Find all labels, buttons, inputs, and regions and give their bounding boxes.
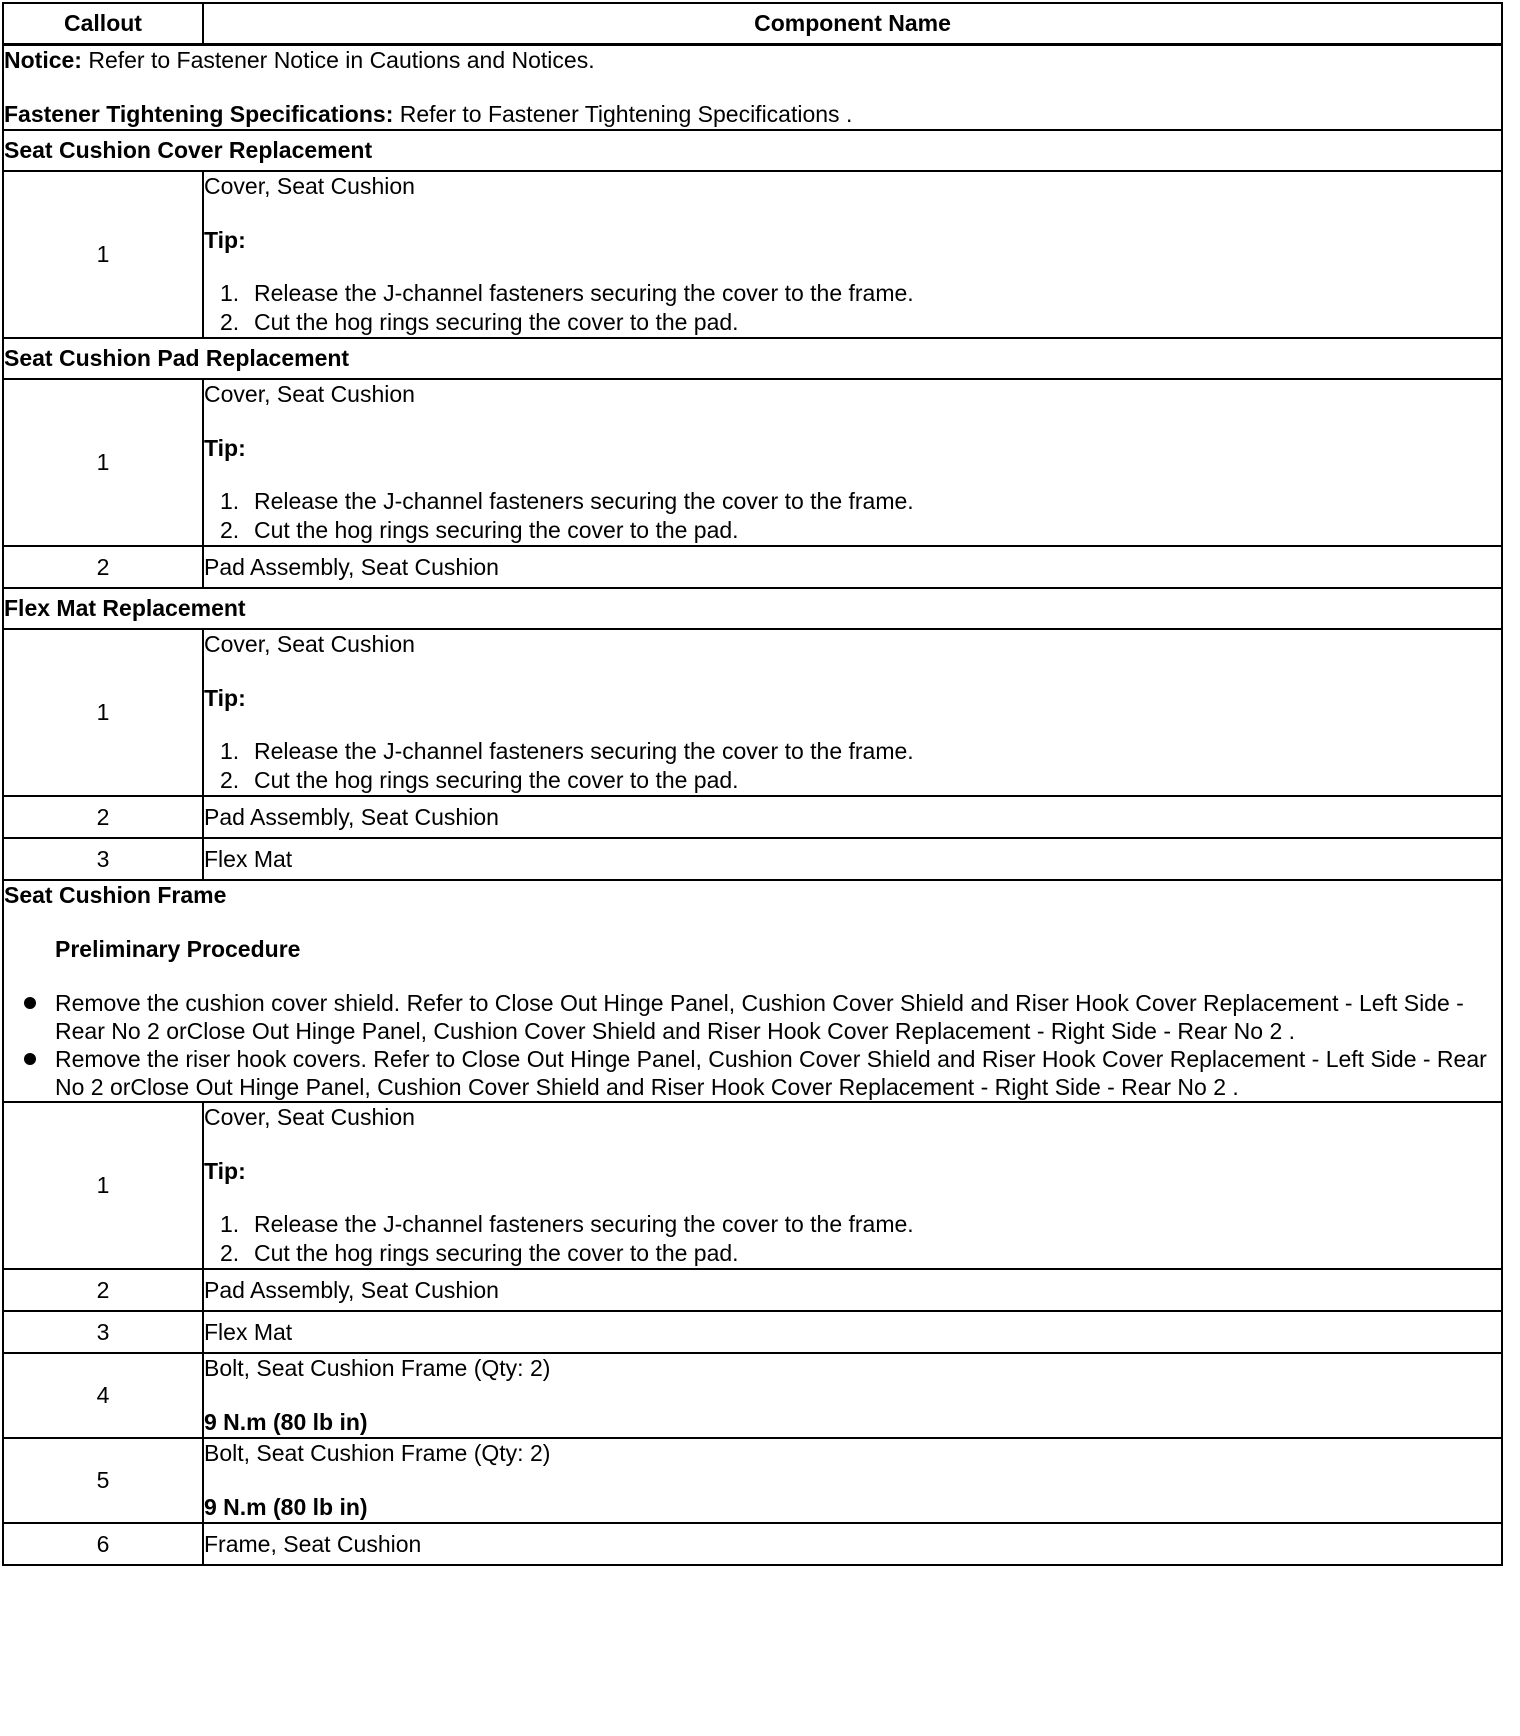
table-row (3, 546, 1502, 588)
section-row (3, 880, 1502, 1102)
tip-step (204, 516, 1501, 545)
callout-cell: 1 (3, 1102, 203, 1269)
torque-spec: 9 N.m (80 lb in) (204, 1409, 368, 1435)
component-name: Flex Mat (203, 1311, 1502, 1353)
preliminary-procedure-title: Preliminary Procedure (55, 936, 301, 962)
step-number: 2. (220, 309, 240, 335)
section-title-frame: Seat Cushion Frame (4, 882, 227, 908)
component-cell (203, 1353, 1502, 1438)
section-row (3, 338, 1502, 379)
tip-step (204, 308, 1501, 337)
table-row (3, 1353, 1502, 1438)
step-number: 1. (220, 738, 240, 764)
step-text: Cut the hog rings securing the cover to the pad. (254, 517, 739, 543)
component-name: Pad Assembly, Seat Cushion (203, 796, 1502, 838)
table-row (3, 1311, 1502, 1353)
step-text: Release the J-channel fasteners securing the cover to the frame. (254, 1211, 914, 1237)
tip-label: Tip: (204, 435, 246, 461)
callout-cell: 6 (3, 1523, 203, 1565)
preliminary-steps (4, 989, 1501, 1101)
bullet-icon (24, 997, 36, 1009)
component-cell (203, 629, 1502, 796)
table-row (3, 379, 1502, 546)
step-number: 2. (220, 1240, 240, 1266)
tip-step (204, 737, 1501, 766)
table-row (3, 1438, 1502, 1523)
table-row (3, 1523, 1502, 1565)
fastener-spec-line (4, 100, 1501, 129)
section-row (3, 588, 1502, 629)
component-name: Cover, Seat Cushion (204, 381, 415, 407)
step-number: 1. (220, 488, 240, 514)
callout-cell: 1 (3, 171, 203, 338)
callout-cell: 2 (3, 1269, 203, 1311)
tip-steps (204, 279, 1501, 337)
callout-cell: 4 (3, 1353, 203, 1438)
component-name: Pad Assembly, Seat Cushion (203, 546, 1502, 588)
callout-cell: 3 (3, 838, 203, 880)
table-row (3, 629, 1502, 796)
notice-row (3, 45, 1502, 131)
step-text: Release the J-channel fasteners securing the cover to the frame. (254, 488, 914, 514)
step-number: 1. (220, 280, 240, 306)
table-row (3, 838, 1502, 880)
tip-step (204, 279, 1501, 308)
step-text: Cut the hog rings securing the cover to the pad. (254, 309, 739, 335)
callout-cell: 3 (3, 1311, 203, 1353)
list-item-text: Remove the riser hook covers. Refer to Close Out Hinge Panel, Cushion Cover Shield and Riser Hook Cover Replacement - Left Side - Rear No 2 orClose Out Hinge Panel, Cushion Cover Shield and Riser Hook Cover Replacement - Right Side - Rear No 2 . (55, 1046, 1487, 1100)
component-cell (203, 379, 1502, 546)
tip-steps (204, 1210, 1501, 1268)
tip-step (204, 766, 1501, 795)
step-text: Cut the hog rings securing the cover to the pad. (254, 1240, 739, 1266)
list-item-text: Remove the cushion cover shield. Refer to Close Out Hinge Panel, Cushion Cover Shield and Riser Hook Cover Replacement - Left Side - Rear No 2 orClose Out Hinge Panel, Cushion Cover Shield and Riser Hook Cover Replacement - Right Side - Rear No 2 . (55, 990, 1464, 1044)
callout-cell: 5 (3, 1438, 203, 1523)
table-row (3, 1102, 1502, 1269)
section-title-flex: Flex Mat Replacement (3, 588, 1502, 629)
list-item (4, 1045, 1501, 1101)
step-number: 2. (220, 517, 240, 543)
callout-cell: 2 (3, 546, 203, 588)
tip-step (204, 1239, 1501, 1268)
notice-text: Refer to Fastener Notice in Cautions and Notices. (81, 47, 595, 73)
section-title-pad: Seat Cushion Pad Replacement (3, 338, 1502, 379)
fastener-spec-label: Fastener Tightening Specifications: (4, 101, 394, 127)
component-name: Bolt, Seat Cushion Frame (Qty: 2) (204, 1440, 551, 1466)
tip-steps (204, 737, 1501, 795)
tip-step (204, 1210, 1501, 1239)
component-name: Cover, Seat Cushion (204, 173, 415, 199)
component-table (2, 2, 1503, 1566)
table-row (3, 796, 1502, 838)
tip-label: Tip: (204, 685, 246, 711)
step-text: Release the J-channel fasteners securing the cover to the frame. (254, 280, 914, 306)
notice-cell (3, 45, 1502, 131)
tip-label: Tip: (204, 227, 246, 253)
torque-spec: 9 N.m (80 lb in) (204, 1494, 368, 1520)
step-number: 1. (220, 1211, 240, 1237)
section-title-cover: Seat Cushion Cover Replacement (3, 130, 1502, 171)
bullet-icon (24, 1053, 36, 1065)
step-number: 2. (220, 767, 240, 793)
table-header-row (3, 3, 1502, 45)
component-cell (203, 1102, 1502, 1269)
component-name: Cover, Seat Cushion (204, 1104, 415, 1130)
table-row (3, 171, 1502, 338)
step-text: Cut the hog rings securing the cover to the pad. (254, 767, 739, 793)
notice-line (4, 46, 1501, 75)
component-name-header: Component Name (203, 3, 1502, 45)
tip-step (204, 487, 1501, 516)
tip-steps (204, 487, 1501, 545)
fastener-spec-text: Refer to Fastener Tightening Specifications . (393, 101, 853, 127)
callout-cell: 1 (3, 629, 203, 796)
component-name: Cover, Seat Cushion (204, 631, 415, 657)
component-name: Frame, Seat Cushion (203, 1523, 1502, 1565)
section-row (3, 130, 1502, 171)
section-frame-cell (3, 880, 1502, 1102)
notice-label: Notice: (4, 47, 82, 73)
component-name: Pad Assembly, Seat Cushion (203, 1269, 1502, 1311)
component-cell (203, 171, 1502, 338)
component-cell (203, 1438, 1502, 1523)
step-text: Release the J-channel fasteners securing the cover to the frame. (254, 738, 914, 764)
list-item (4, 989, 1501, 1045)
callout-cell: 2 (3, 796, 203, 838)
table-row (3, 1269, 1502, 1311)
tip-label: Tip: (204, 1158, 246, 1184)
callout-header: Callout (3, 3, 203, 45)
component-name: Bolt, Seat Cushion Frame (Qty: 2) (204, 1355, 551, 1381)
component-name: Flex Mat (203, 838, 1502, 880)
callout-cell: 1 (3, 379, 203, 546)
